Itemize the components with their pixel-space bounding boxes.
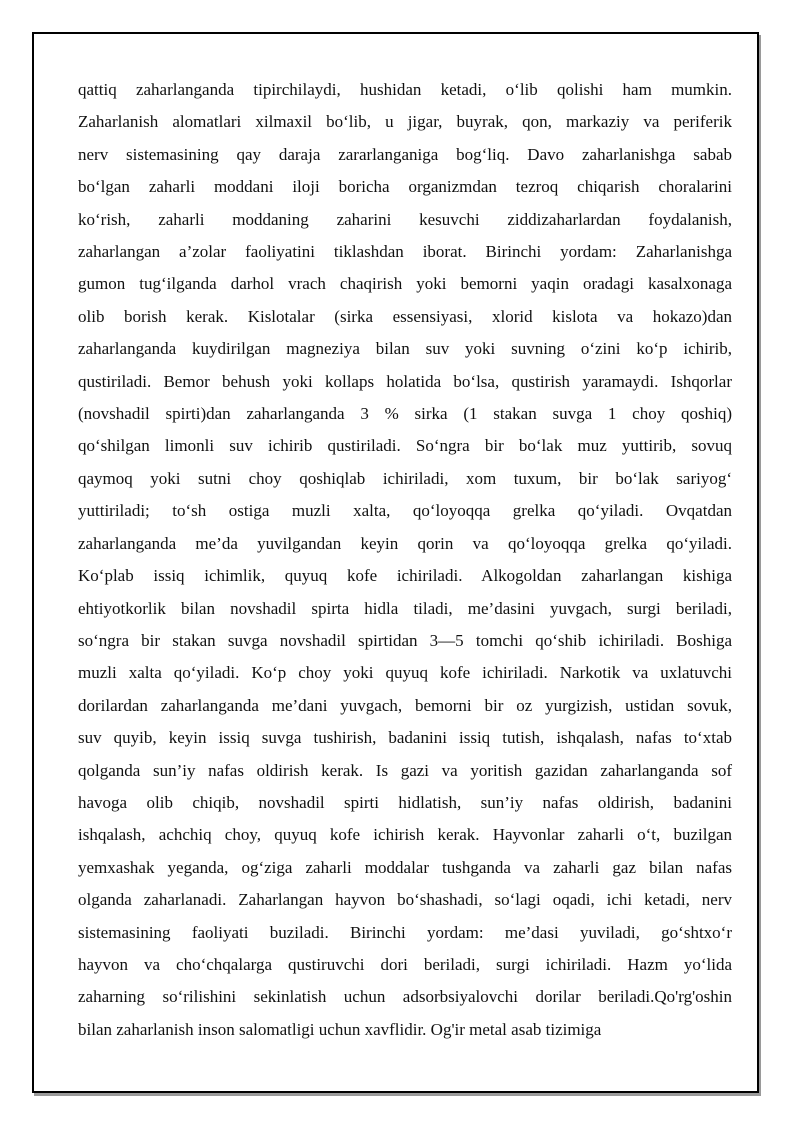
text-line: bilan zaharlanish inson salomatligi uchun xavflidir. Og'ir metal asab tizimiga xyxy=(78,1019,602,1039)
text-line: qolganda sun’iy nafas oldirish kerak. Is gazi va yoritish gazidan zaharlanganda sof xyxy=(78,760,732,780)
text-line: hayvon va cho‘chqalarga qustiruvchi dori beriladi, surgi ichiriladi. Hazm yo‘lida xyxy=(78,954,732,974)
text-line: olganda zaharlanadi. Zaharlangan hayvon bo‘shashadi, so‘lagi oqadi, ichi ketadi, nerv xyxy=(78,890,732,910)
text-line: bo‘lgan zaharli moddani iloji boricha organizmdan tezroq chiqarish choralarini xyxy=(78,177,732,197)
text-line: zaharlanganda kuydirilgan magneziya bilan suv yoki suvning o‘zini ko‘p ichirib, xyxy=(78,339,732,359)
text-line: zaharlanganda me’da yuvilgandan keyin qorin va qo‘loyoqqa grelka qo‘yiladi. xyxy=(78,533,732,553)
text-line: ko‘rish, zaharli moddaning zaharini kesuvchi ziddizaharlardan foydalanish, xyxy=(78,209,732,229)
text-line: qo‘shilgan limonli suv ichirib qustiriladi. So‘ngra bir bo‘lak muz yuttirib, sovuq xyxy=(78,436,732,456)
text-line: qaymoq yoki sutni choy qoshiqlab ichiriladi, xom tuxum, bir bo‘lak sariyog‘ xyxy=(78,468,732,488)
text-line: muzli xalta qo‘yiladi. Ko‘p choy yoki quyuq kofe ichiriladi. Narkotik va uxlatuvchi xyxy=(78,663,732,683)
text-line: qustiriladi. Bemor behush yoki kollaps holatida bo‘lsa, qustirish yaramaydi. Ishqorlar xyxy=(78,371,732,391)
text-line: yuttiriladi; to‘sh ostiga muzli xalta, qo‘loyoqqa grelka qo‘yiladi. Ovqatdan xyxy=(78,501,732,521)
text-line: ehtiyotkorlik bilan novshadil spirta hidla tiladi, me’dasini yuvgach, surgi beriladi, xyxy=(78,598,732,618)
text-line: dorilardan zaharlanganda me’dani yuvgach, bemorni bir oz yurgizish, ustidan sovuk, xyxy=(78,695,732,715)
text-line: qattiq zaharlanganda tipirchilaydi, hushidan ketadi, o‘lib qolishi ham mumkin. xyxy=(78,80,732,99)
document-body xyxy=(78,74,732,1046)
text-line: ishqalash, achchiq choy, quyuq kofe ichirish kerak. Hayvonlar zaharli o‘t, buzilgan xyxy=(78,825,732,845)
text-line: havoga olib chiqib, novshadil spirti hidlatish, sun’iy nafas oldirish, badanini xyxy=(78,792,732,812)
text-line: Ko‘plab issiq ichimlik, quyuq kofe ichiriladi. Alkogoldan zaharlangan kishiga xyxy=(78,566,732,586)
text-line: yemxashak yeganda, og‘ziga zaharli moddalar tushganda va zaharli gaz bilan nafas xyxy=(78,857,732,877)
text-line: so‘ngra bir stakan suvga novshadil spirtidan 3—5 tomchi qo‘shib ichiriladi. Boshiga xyxy=(78,630,732,650)
text-line: suv quyib, keyin issiq suvga tushirish, badanini issiq tutish, ishqalash, nafas to‘xtab xyxy=(78,728,732,748)
text-line: sistemasining faoliyati buziladi. Birinchi yordam: me’dasi yuviladi, go‘shtxo‘r xyxy=(78,922,732,942)
text-line: zaharning so‘rilishini sekinlatish uchun adsorbsiyalovchi dorilar beriladi.Qo'rg'oshin xyxy=(78,987,732,1007)
text-line: Zaharlanish alomatlari xilmaxil bo‘lib, u jigar, buyrak, qon, markaziy va periferik xyxy=(78,112,732,132)
text-line: gumon tug‘ilganda darhol vrach chaqirish yoki bemorni yaqin oradagi kasalxonaga xyxy=(78,274,732,294)
text-line: (novshadil spirti)dan zaharlanganda 3 % sirka (1 stakan suvga 1 choy qoshiq) xyxy=(78,404,732,424)
text-line: zaharlangan a’zolar faoliyatini tiklashdan iborat. Birinchi yordam: Zaharlanishga xyxy=(78,242,732,262)
text-line: nerv sistemasining qay daraja zararlanganiga bog‘liq. Davo zaharlanishga sabab xyxy=(78,144,732,164)
text-line: olib borish kerak. Kislotalar (sirka essensiyasi, xlorid kislota va hokazo)dan xyxy=(78,306,732,326)
